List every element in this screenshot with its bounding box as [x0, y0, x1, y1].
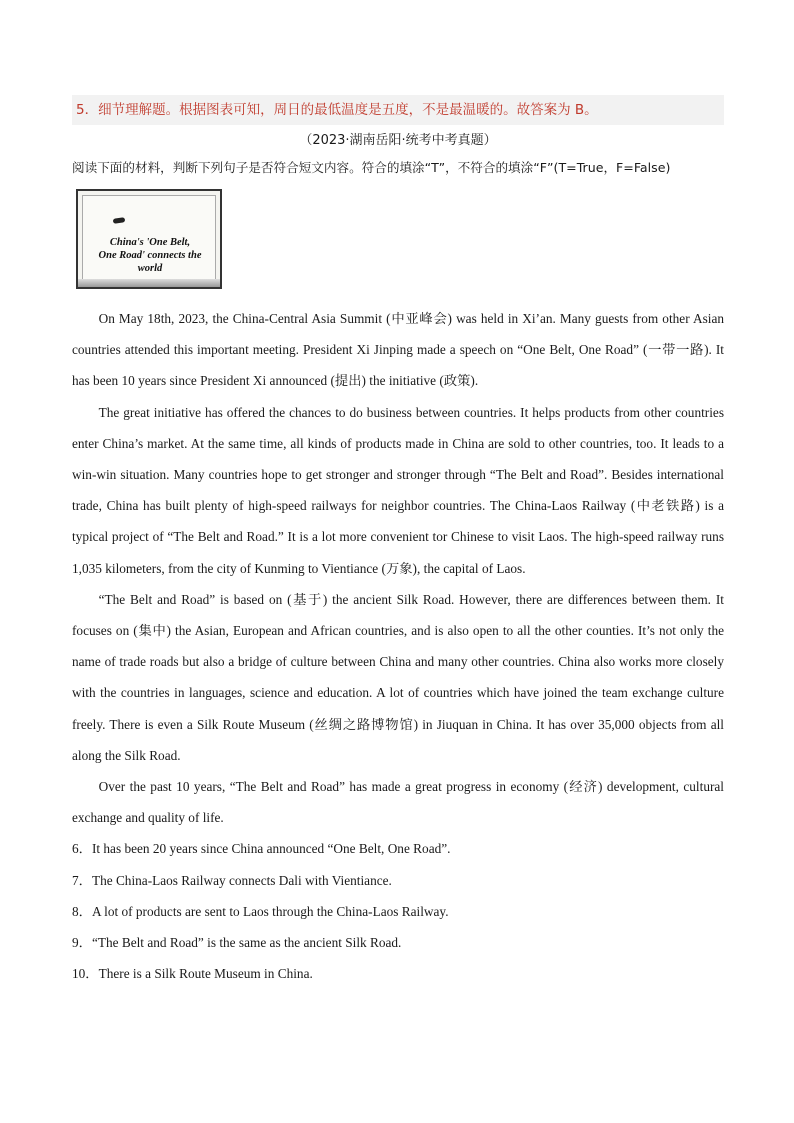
photo-caption-line1: China's 'One Belt,	[109, 237, 191, 248]
question-10: 10．There is a Silk Route Museum in China.	[72, 966, 313, 982]
paragraph-2: The great initiative has offered the chances to do business between countries. It helps products from other countries enter China’s market. At the same time, all kinds of products made in China are sold to other countries, too. It leads to a win-win situation. Many countries hope to get stronger and stronger through “The Belt and Road”. Besides international trade, China has built plenty of high-speed railways for neighbor countries. The China-Laos Railway (中老铁路) is a typical project of “The Belt and Road.” It is a lot more convenient tor Chinese to visit Laos. The high-speed railway runs 1,035 kilometers, from the city of Kunming to Vientiance (万象), the capital of Laos.	[72, 404, 724, 576]
document-page	[72, 95, 724, 989]
question-6: 6．It has been 20 years since China announced “One Belt, One Road”.	[72, 841, 451, 857]
answer-explanation: 5．细节理解题。根据图表可知，周日的最低温度是五度，不是最温暖的。故答案为 B。	[72, 95, 724, 125]
question-8: 8．A lot of products are sent to Laos through the China-Laos Railway.	[72, 903, 449, 919]
question-7: 7．The China-Laos Railway connects Dali with Vientiance.	[72, 872, 392, 888]
photo-caption	[89, 236, 211, 275]
paragraph-1: On May 18th, 2023, the China-Central Asia Summit (中亚峰会) was held in Xi’an. Many guests from other Asian countries attended this important meeting. President Xi Jinping made a speech on “One Belt, One Road” (一带一路). It has been 10 years since President Xi announced (提出) the initiative (政策).	[72, 311, 724, 389]
photo-caption-line2: One Road' connects the world	[98, 250, 202, 274]
article-photo	[76, 189, 222, 289]
photo-frame	[82, 195, 216, 281]
bird-mark-icon	[113, 217, 126, 224]
photo-bottom-edge	[78, 279, 220, 287]
question-9: 9．“The Belt and Road” is the same as the ancient Silk Road.	[72, 935, 402, 951]
paragraph-3: “The Belt and Road” is based on (基于) the ancient Silk Road. However, there are differences between them. It focuses on (集中) the Asian, European and African countries, and is also open to all the other counties. It’s not only the name of trade roads but also a bridge of culture between China and many other countries. China also works more closely with the countries in languages, science and education. A lot of countries which have joined the team exchange culture freely. There is even a Silk Route Museum (丝绸之路博物馆) in Jiuquan in China. It has over 35,000 objects from all along the Silk Road.	[72, 591, 724, 763]
paragraph-4: Over the past 10 years, “The Belt and Road” has made a great progress in economy (经济) development, cultural exchange and quality of life.	[72, 779, 724, 826]
instruction-text: 阅读下面的材料，判断下列句子是否符合短文内容。符合的填涂“T”，不符合的填涂“F”(T=True，F=False)	[72, 160, 671, 175]
question-source: （2023·湖南岳阳·统考中考真题）	[299, 133, 497, 148]
